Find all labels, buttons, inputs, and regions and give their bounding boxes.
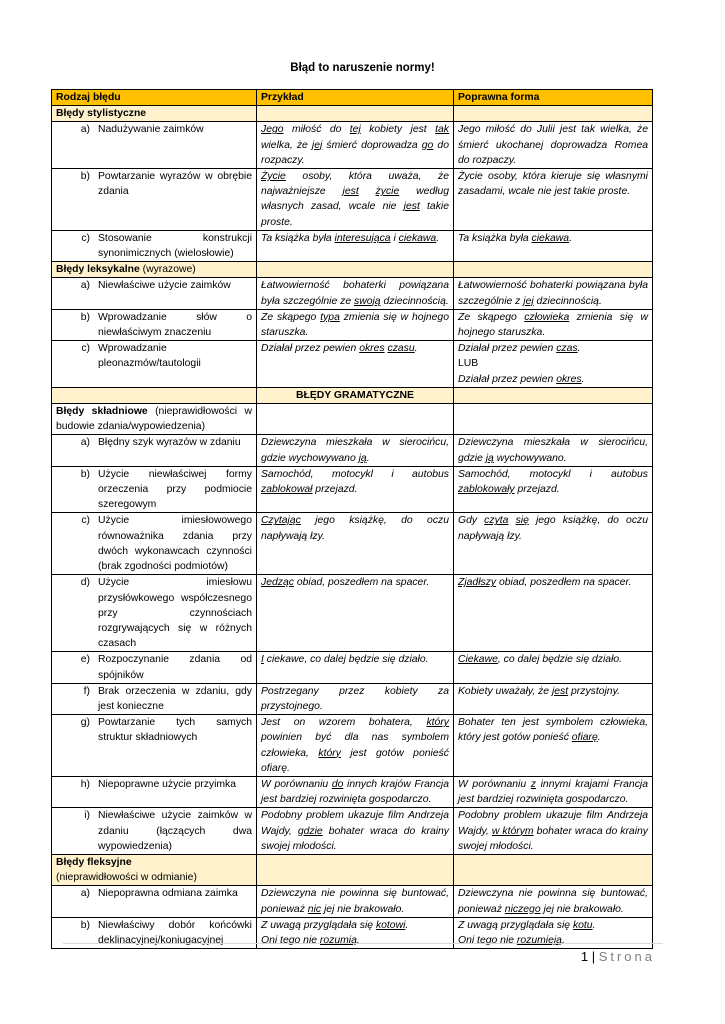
section-title: Błędy stylistyczne xyxy=(52,106,257,122)
text-fragment: obiad, poszedłem na spacer. xyxy=(496,577,632,589)
underlined-word: jest xyxy=(403,201,420,213)
correct-cell xyxy=(454,513,653,575)
row-label: Użycie imiesłowu przysłówkowego współczesnego przy czynnościach rozgrywających się w różnych czasach xyxy=(98,577,252,650)
example-cell xyxy=(257,652,454,683)
section-row-stylistic xyxy=(52,106,653,122)
text-fragment: osoby, która uważa, że najważniejsze xyxy=(261,171,449,198)
row-number: b) xyxy=(80,919,90,931)
correct-cell xyxy=(454,886,653,917)
text-fragment: innymi krajami Francja jest bardziej rozwinięta gospodarczo. xyxy=(458,778,648,806)
footer-divider xyxy=(63,943,663,944)
correct-line xyxy=(458,918,648,933)
correct-cell xyxy=(454,169,653,231)
table-row xyxy=(52,513,653,575)
text-fragment: Jego miłość do Julii jest tak wielka, że śmierć ukochanej doprowadza Romea do rozpaczy. xyxy=(458,124,648,166)
text-fragment: . xyxy=(436,232,440,244)
underlined-word: ją xyxy=(485,452,494,464)
section-title: Błędy fleksyjne xyxy=(56,856,132,868)
text-fragment: Łatwowierność bohaterki powiązana była szczególnie ze xyxy=(261,280,449,307)
table-row xyxy=(52,776,653,807)
row-number: a) xyxy=(80,280,90,292)
table-row xyxy=(52,435,653,466)
row-label: Wprowadzanie słów o niewłaściwym znaczeniu xyxy=(98,311,252,339)
text-fragment: jest gotów ponieść ofiarę. xyxy=(261,747,449,774)
correct-cell xyxy=(454,278,653,309)
row-label: Stosowanie konstrukcji synonimicznych (wielosłowie) xyxy=(98,232,252,260)
example-cell xyxy=(257,808,454,855)
table-row xyxy=(52,278,653,309)
table-row xyxy=(52,466,653,513)
underlined-word: ofiarę xyxy=(571,732,598,744)
text-fragment: takie proste. xyxy=(261,201,449,228)
text-fragment: przystojny. xyxy=(568,685,620,697)
table-row xyxy=(52,575,653,652)
text-fragment: obiad, poszedłem na spacer. xyxy=(293,577,430,589)
underlined-word: jest xyxy=(342,186,359,198)
underlined-word: tej xyxy=(349,124,361,136)
text-fragment: miłość do xyxy=(283,124,350,136)
row-label: Użycie imiesłowowego równoważnika zdania przy dwóch wykonawcach czynności (brak zgodności podmiotów) xyxy=(98,515,252,573)
text-fragment: Ze skąpego xyxy=(458,311,525,323)
row-label: Użycie niewłaściwej formy orzeczenia przy podmiocie szeregowym xyxy=(98,468,252,511)
underlined-word: gdzie xyxy=(297,825,323,837)
text-fragment xyxy=(508,515,515,526)
text-fragment: . xyxy=(356,934,360,946)
table-row xyxy=(52,886,653,917)
text-fragment: , co dalej będzie się działo. xyxy=(497,654,623,666)
table-row xyxy=(52,808,653,855)
row-number: f) xyxy=(83,685,90,697)
underlined-word: do xyxy=(331,778,344,790)
row-number: i) xyxy=(84,810,90,822)
example-cell xyxy=(257,435,454,466)
text-fragment: Działał przez pewien xyxy=(458,373,557,385)
underlined-word: interesująca xyxy=(334,232,391,244)
underlined-word: zablokował xyxy=(261,484,313,496)
text-fragment: przejazd. xyxy=(312,484,358,496)
underlined-word: z xyxy=(530,778,536,790)
footer-word: Strona xyxy=(598,949,655,964)
example-cell xyxy=(257,575,454,652)
table-row xyxy=(52,341,653,388)
text-fragment: Podobny problem ukazuje film Andrzeja Wajdy, xyxy=(458,810,648,837)
section-row-lexical xyxy=(52,262,653,278)
text-fragment: Działał przez pewien xyxy=(458,343,557,355)
text-fragment: . xyxy=(592,919,596,931)
error-table xyxy=(51,89,653,949)
underlined-word: w którym xyxy=(491,825,534,837)
row-number: c) xyxy=(81,232,90,244)
table-row xyxy=(52,122,653,169)
row-number: c) xyxy=(81,515,90,527)
row-number: a) xyxy=(80,888,90,900)
row-number: a) xyxy=(80,124,90,136)
row-number: b) xyxy=(80,468,90,480)
row-number: h) xyxy=(80,778,90,790)
table-row xyxy=(52,683,653,714)
row-label: Powtarzanie tych samych struktur składniowych xyxy=(98,717,252,744)
underlined-word: Zjadłszy xyxy=(458,577,497,589)
text-fragment: Bohater ten jest symbolem człowieka, który jest gotów ponieść xyxy=(458,717,648,744)
underlined-word: niczego xyxy=(504,903,541,915)
correct-line xyxy=(458,372,648,387)
correct-cell xyxy=(454,122,653,169)
underlined-word: Jedząc xyxy=(261,577,294,589)
underlined-word: kotu xyxy=(572,919,593,931)
row-number: e) xyxy=(80,654,90,666)
underlined-word: który xyxy=(318,747,341,759)
text-fragment: . xyxy=(569,232,572,244)
table-row xyxy=(52,715,653,777)
underlined-word: który xyxy=(426,717,449,729)
row-number: g) xyxy=(80,717,90,729)
text-fragment: wielka, że xyxy=(261,139,312,151)
text-fragment: . xyxy=(581,373,585,385)
text-fragment: i xyxy=(390,232,399,244)
row-number: b) xyxy=(80,311,90,323)
text-fragment: dziecinnością. xyxy=(380,295,449,307)
text-fragment: W porównaniu xyxy=(261,778,332,790)
page-footer xyxy=(581,949,655,964)
correct-cell xyxy=(454,309,653,340)
text-fragment: Dziewczyna nie powinna się buntować, ponieważ xyxy=(261,888,449,915)
text-fragment: Gdy xyxy=(458,515,485,527)
correct-cell xyxy=(454,776,653,807)
underlined-word: okres xyxy=(359,343,385,355)
example-cell xyxy=(257,230,454,261)
text-fragment: Oni tego nie xyxy=(261,934,320,946)
text-fragment: . xyxy=(597,732,601,744)
text-fragment: według własnych zasad, wcale nie xyxy=(261,186,449,213)
underlined-word: Czytając xyxy=(261,515,301,527)
text-fragment: bohater wraca do krainy swojej młodości. xyxy=(261,825,450,852)
example-cell xyxy=(257,122,454,169)
section-subtitle: (wyrazowe) xyxy=(139,264,196,276)
row-label: Wprowadzanie pleonazmów/tautologii xyxy=(98,343,201,370)
text-fragment: Ta książka była xyxy=(261,232,335,244)
underlined-word: okres xyxy=(556,373,582,385)
table-row xyxy=(52,652,653,683)
underlined-word: człowieka xyxy=(524,311,570,323)
correct-cell xyxy=(454,230,653,261)
row-label: Niewłaściwe użycie zaimków xyxy=(98,280,231,292)
section-subtitle: (nieprawidłowości w budowie zdania/wypowiedzenia) xyxy=(56,406,252,433)
text-fragment: Oni tego nie xyxy=(458,934,517,946)
text-fragment: Ze skąpego xyxy=(261,311,321,323)
header-error-type: Rodzaj błędu xyxy=(52,90,257,106)
row-number: d) xyxy=(80,577,90,589)
underlined-word: jej xyxy=(523,295,534,307)
underlined-word: czyta xyxy=(484,515,509,527)
underlined-word: rozumieją xyxy=(516,934,562,946)
underlined-word: Ciekawe xyxy=(458,654,498,666)
correct-cell xyxy=(454,683,653,714)
example-cell xyxy=(257,466,454,513)
text-fragment: innych krajów Francja jest bardziej rozwinięta gospodarczo. xyxy=(261,778,449,806)
text-fragment: powinien być dla nas symbolem człowieka, xyxy=(261,732,449,759)
underlined-word: się xyxy=(515,515,529,527)
underlined-word: tak xyxy=(435,124,449,136)
text-fragment: ciekawe, co dalej będzie się działo. xyxy=(263,654,429,666)
correct-line xyxy=(458,933,648,948)
row-number: a) xyxy=(80,437,90,449)
underlined-word: kotowi xyxy=(375,919,406,931)
row-label: Niewłaściwe użycie zaimków w zdaniu (łączących dwa wypowiedzenia) xyxy=(98,810,252,852)
correct-cell xyxy=(454,575,653,652)
correct-cell xyxy=(454,341,653,388)
section-row-syntax xyxy=(52,404,653,435)
table-row xyxy=(52,169,653,231)
underlined-word: typa xyxy=(320,311,340,323)
example-cell xyxy=(257,341,454,388)
text-fragment: wychowywano. xyxy=(493,452,567,464)
header-correct-form: Poprawna forma xyxy=(454,90,653,106)
underlined-word: ciekawa xyxy=(531,232,570,244)
text-fragment: dziecinnością. xyxy=(533,295,602,307)
text-fragment: zmienia się w hojnego staruszka. xyxy=(261,311,449,339)
section-title: BŁĘDY GRAMATYCZNE xyxy=(257,387,454,403)
section-title: Błędy leksykalne xyxy=(56,264,140,276)
underlined-word: go xyxy=(421,139,434,151)
text-fragment xyxy=(359,186,376,197)
row-label: Rozpoczynanie zdania od spójników xyxy=(98,654,252,681)
text-fragment: . xyxy=(405,919,409,931)
text-fragment: Życie osoby, która kieruje się własnymi zasadami, wcale nie jest takie proste. xyxy=(458,171,648,198)
text-fragment: kobiety jest xyxy=(360,124,436,136)
or-label: LUB xyxy=(458,358,479,370)
row-label: Niepoprawne użycie przyimka xyxy=(98,778,237,790)
text-fragment: jej nie brakowało. xyxy=(321,903,405,915)
text-fragment: Z uwagą przyglądała się xyxy=(458,919,573,931)
text-fragment: Dziewczyna mieszkała w sierocińcu, gdzie xyxy=(458,437,648,464)
text-fragment: jego książkę, do oczu napływają łzy. xyxy=(261,515,449,542)
section-subtitle: (nieprawidłowości w odmianie) xyxy=(56,872,197,884)
text-fragment: Samochód, motocykl i autobus xyxy=(458,468,648,480)
text-fragment: jej nie brakowało. xyxy=(540,903,624,915)
text-fragment: przejazd. xyxy=(514,484,560,496)
text-fragment: Łatwowierność bohaterki powiązana była szczególnie z xyxy=(458,280,648,307)
row-label: Brak orzeczenia w zdaniu, gdy jest konieczne xyxy=(98,685,252,712)
correct-cell xyxy=(454,652,653,683)
text-fragment: . xyxy=(366,452,370,464)
underlined-word: czasu xyxy=(387,343,415,355)
correct-cell xyxy=(454,466,653,513)
correct-cell xyxy=(454,435,653,466)
example-cell xyxy=(257,169,454,231)
section-row-grammatical xyxy=(52,387,653,403)
page-number: 1 xyxy=(580,949,589,964)
underlined-word: I xyxy=(261,654,264,666)
table-header-row xyxy=(52,90,653,106)
example-cell xyxy=(257,278,454,309)
row-number: b) xyxy=(80,171,90,183)
text-fragment: Działał przez pewien xyxy=(261,343,360,355)
underlined-word: jej xyxy=(311,139,323,151)
correct-cell xyxy=(454,808,653,855)
text-fragment: jego książkę, do oczu napływają łzy. xyxy=(458,515,648,542)
underlined-word: nic xyxy=(307,903,322,915)
page-title: Błąd to naruszenie normy! xyxy=(290,62,435,74)
table-row xyxy=(52,309,653,340)
text-fragment: . xyxy=(414,343,418,355)
text-fragment: Dziewczyna mieszkała w sierocińcu, gdzie wychowywano xyxy=(261,437,449,464)
section-row-inflection xyxy=(52,854,653,885)
example-cell xyxy=(257,886,454,917)
text-fragment: . xyxy=(577,343,581,355)
text-fragment: Podobny problem ukazuje film Andrzeja Wajdy, xyxy=(261,810,449,837)
text-fragment: do rozpaczy. xyxy=(261,139,449,166)
example-cell xyxy=(257,513,454,575)
text-fragment: . xyxy=(561,934,565,946)
text-fragment: Samochód, motocykl i autobus xyxy=(261,468,449,480)
text-fragment: zmienia się w hojnego staruszka. xyxy=(458,311,648,339)
text-fragment: śmierć doprowadza xyxy=(322,139,422,151)
text-fragment: W porównaniu xyxy=(458,778,531,790)
underlined-word: rozumią xyxy=(319,934,357,946)
correct-cell xyxy=(454,715,653,777)
text-fragment: Ta książka była xyxy=(458,232,532,244)
footer-separator: | xyxy=(588,949,599,964)
example-line xyxy=(261,933,449,948)
text-fragment: Kobiety uważały, że xyxy=(458,685,552,697)
text-fragment: Dziewczyna nie powinna się buntować, ponieważ xyxy=(458,888,648,915)
example-cell xyxy=(257,683,454,714)
table-row xyxy=(52,230,653,261)
example-cell xyxy=(257,309,454,340)
text-fragment: bohater wraca do krainy swojej młodości. xyxy=(458,825,648,852)
underlined-word: czas xyxy=(556,343,578,355)
underlined-word: jest xyxy=(551,685,569,697)
correct-line xyxy=(458,341,648,356)
text-fragment: Z uwagą przyglądała się xyxy=(261,919,376,931)
row-label: Błędny szyk wyrazów w zdaniu xyxy=(98,437,241,449)
example-line xyxy=(261,918,449,933)
underlined-word: życie xyxy=(375,186,400,198)
underlined-word: Jego xyxy=(261,124,284,136)
underlined-word: ją xyxy=(358,452,367,464)
row-label: Niewłaściwy dobór końcówki deklinacyjnej/koniugacyjnej xyxy=(98,919,252,946)
row-number: c) xyxy=(81,343,90,355)
section-title: Błędy składniowe xyxy=(56,406,148,418)
example-cell xyxy=(257,776,454,807)
row-label: Niepoprawna odmiana zaimka xyxy=(98,888,238,900)
underlined-word: Życie xyxy=(261,171,286,183)
row-label: Nadużywanie zaimków xyxy=(98,124,204,136)
header-example: Przykład xyxy=(257,90,454,106)
text-fragment: Postrzegany przez kobiety za przystojnego. xyxy=(261,685,449,712)
text-fragment: Jest on wzorem bohatera, xyxy=(261,717,427,729)
example-cell xyxy=(257,715,454,777)
underlined-word: swoją xyxy=(354,295,381,307)
underlined-word: zablokowały xyxy=(458,484,515,496)
underlined-word: ciekawa xyxy=(398,232,437,244)
row-label: Powtarzanie wyrazów w obrębie zdania xyxy=(98,171,252,198)
